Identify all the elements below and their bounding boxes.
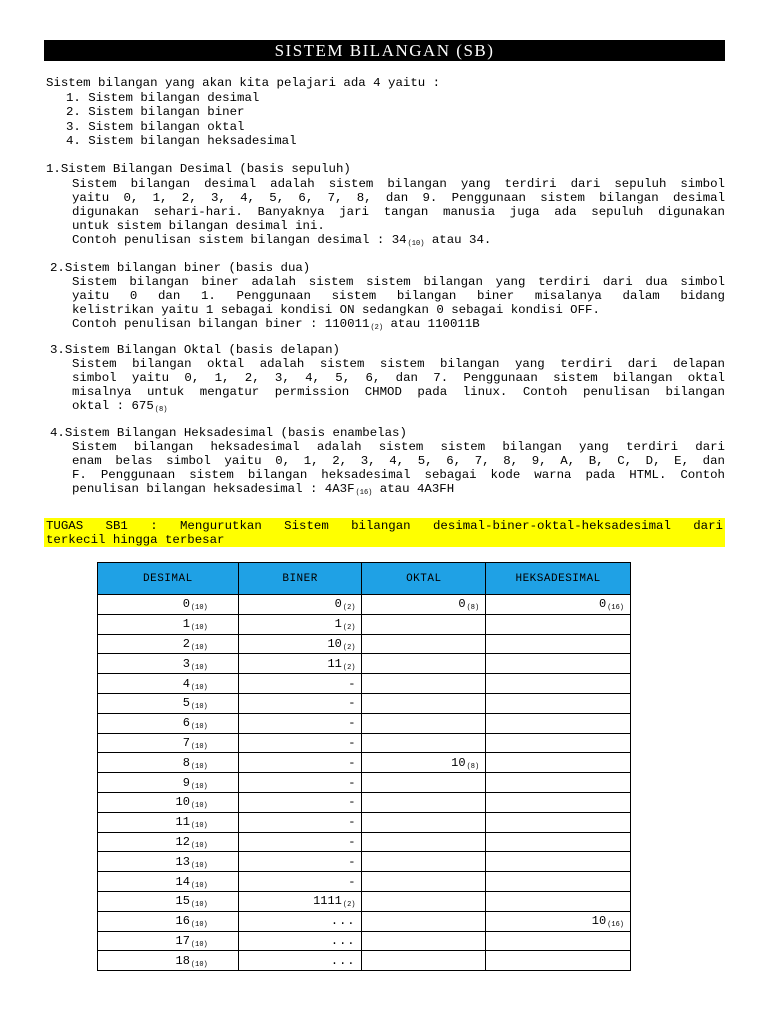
oktal-cell — [362, 654, 486, 674]
section-paragraph-line: Sistem bilangan heksadesimal adalah sistem sistem bilangan yang terdiri dari — [72, 440, 725, 454]
cell-value: 16 — [175, 914, 190, 929]
table-row — [98, 891, 631, 911]
section-heading: 3.Sistem Bilangan Oktal (basis delapan) — [50, 343, 340, 357]
biner-cell — [238, 773, 362, 793]
cell-value: ... — [330, 914, 356, 929]
table-row — [98, 614, 631, 634]
biner-cell — [238, 931, 362, 951]
table-row — [98, 773, 631, 793]
base-subscript: (8) — [154, 406, 168, 414]
cell-value: 14 — [175, 874, 190, 889]
cell-value: - — [348, 834, 356, 849]
heksadesimal-cell — [486, 891, 631, 911]
base-subscript: (10) — [190, 723, 208, 732]
cell-value: 0 — [458, 597, 466, 612]
base-subscript: (10) — [190, 921, 208, 930]
heksadesimal-cell — [486, 773, 631, 793]
oktal-cell — [362, 753, 486, 773]
oktal-cell — [362, 634, 486, 654]
oktal-cell — [362, 773, 486, 793]
biner-cell — [238, 911, 362, 931]
desimal-cell — [98, 733, 239, 753]
table-row — [98, 654, 631, 674]
cell-value: 4 — [182, 676, 190, 691]
base-subscript: (10) — [190, 782, 208, 791]
oktal-cell — [362, 733, 486, 753]
section-paragraph-line: Sistem bilangan oktal adalah sistem sistem bilangan yang terdiri dari delapan — [72, 357, 725, 371]
tugas-line: terkecil hingga terbesar — [46, 533, 225, 547]
section-example — [72, 317, 480, 333]
cell-value: 8 — [182, 755, 190, 770]
oktal-cell — [362, 693, 486, 713]
table-row — [98, 852, 631, 872]
table-row — [98, 693, 631, 713]
cell-value: ... — [330, 933, 356, 948]
table-row — [98, 674, 631, 694]
table-row — [98, 634, 631, 654]
table-header-row — [98, 563, 631, 595]
biner-cell — [238, 595, 362, 615]
oktal-cell — [362, 832, 486, 852]
heksadesimal-cell — [486, 812, 631, 832]
header-desimal: DESIMAL — [98, 563, 239, 595]
section-paragraph-line: kelistrikan yaitu 1 sebagai kondisi ON sedangkan 0 sebagai kondisi OFF. — [72, 303, 600, 317]
heksadesimal-cell — [486, 595, 631, 615]
intro-list-item: 2. Sistem bilangan biner — [66, 105, 245, 119]
cell-value: 10 — [175, 795, 190, 810]
base-subscript: (16) — [607, 604, 624, 613]
base-subscript: (10) — [190, 960, 208, 969]
heksadesimal-cell — [486, 753, 631, 773]
oktal-cell — [362, 812, 486, 832]
section-heading: 1.Sistem Bilangan Desimal (basis sepuluh) — [46, 162, 351, 176]
cell-value: - — [348, 696, 356, 711]
cell-value: 1111 — [313, 894, 342, 909]
oktal-cell — [362, 872, 486, 892]
heksadesimal-cell — [486, 911, 631, 931]
base-subscript: (2) — [342, 643, 356, 652]
cell-value: 15 — [175, 894, 190, 909]
intro-text: Sistem bilangan yang akan kita pelajari ada 4 yaitu : — [46, 76, 441, 90]
base-subscript: (10) — [190, 841, 208, 850]
base-subscript: (8) — [466, 762, 480, 771]
oktal-cell — [362, 891, 486, 911]
heksadesimal-cell — [486, 713, 631, 733]
desimal-cell — [98, 872, 239, 892]
desimal-cell — [98, 951, 239, 971]
tugas-highlight — [44, 518, 725, 547]
oktal-cell — [362, 792, 486, 812]
biner-cell — [238, 832, 362, 852]
base-subscript: (10) — [190, 861, 208, 870]
desimal-cell — [98, 595, 239, 615]
desimal-cell — [98, 753, 239, 773]
base-subscript: (10) — [190, 643, 208, 652]
heksadesimal-cell — [486, 832, 631, 852]
desimal-cell — [98, 852, 239, 872]
table-row — [98, 792, 631, 812]
tugas-line: TUGAS SB1 : Mengurutkan Sistem bilangan desimal-biner-oktal-heksadesimal dari — [46, 519, 723, 533]
intro-list-item: 4. Sistem bilangan heksadesimal — [66, 134, 297, 148]
header-heksadesimal: HEKSADESIMAL — [486, 563, 631, 595]
cell-value: ... — [330, 953, 356, 968]
oktal-cell — [362, 614, 486, 634]
heksadesimal-cell — [486, 792, 631, 812]
section-paragraph-line: misalnya untuk mengatur permission CHMOD pada linux. Contoh penulisan bilangan — [72, 385, 725, 399]
desimal-cell — [98, 693, 239, 713]
desimal-cell — [98, 614, 239, 634]
biner-cell — [238, 792, 362, 812]
example-prefix: oktal : 675 — [72, 399, 154, 413]
section-paragraph-line: F. Penggunaan sistem bilangan heksadesimal sebagai kode warna pada HTML. Contoh — [72, 468, 725, 482]
biner-cell — [238, 872, 362, 892]
cell-value: 3 — [182, 656, 190, 671]
oktal-cell — [362, 911, 486, 931]
heksadesimal-cell — [486, 614, 631, 634]
cell-value: 17 — [175, 933, 190, 948]
section-example — [72, 482, 454, 498]
desimal-cell — [98, 891, 239, 911]
cell-value: 2 — [182, 636, 190, 651]
section-paragraph-line: Sistem bilangan desimal adalah sistem bilangan yang terdiri dari sepuluh simbol — [72, 177, 725, 191]
base-subscript: (2) — [342, 901, 356, 910]
base-subscript: (16) — [355, 489, 373, 497]
oktal-cell — [362, 674, 486, 694]
biner-cell — [238, 812, 362, 832]
cell-value: 9 — [182, 775, 190, 790]
biner-cell — [238, 753, 362, 773]
base-subscript: (2) — [342, 663, 356, 672]
cell-value: - — [348, 775, 356, 790]
header-biner: BINER — [238, 563, 362, 595]
cell-value: 7 — [182, 735, 190, 750]
table-row — [98, 753, 631, 773]
cell-value: 0 — [598, 597, 607, 612]
base-subscript: (10) — [190, 663, 208, 672]
oktal-cell — [362, 951, 486, 971]
section-example — [72, 399, 167, 415]
heksadesimal-cell — [486, 674, 631, 694]
section-heading: 2.Sistem bilangan biner (basis dua) — [50, 261, 311, 275]
biner-cell — [238, 634, 362, 654]
biner-cell — [238, 891, 362, 911]
table-row — [98, 595, 631, 615]
desimal-cell — [98, 931, 239, 951]
cell-value: 11 — [175, 815, 190, 830]
section-paragraph-line: Sistem bilangan biner adalah sistem sistem bilangan yang terdiri dari dua simbol — [72, 275, 725, 289]
base-subscript: (10) — [407, 240, 425, 248]
example-suffix: atau 4A3FH — [372, 482, 455, 496]
base-subscript: (10) — [190, 881, 208, 890]
base-subscript: (10) — [190, 802, 208, 811]
example-prefix: Contoh penulisan bilangan biner : 110011 — [72, 317, 370, 331]
cell-value: 18 — [175, 953, 190, 968]
example-suffix: atau 110011B — [383, 317, 480, 331]
cell-value: 12 — [175, 834, 190, 849]
table-row — [98, 872, 631, 892]
heksadesimal-cell — [486, 951, 631, 971]
desimal-cell — [98, 713, 239, 733]
base-subscript: (2) — [342, 604, 356, 613]
cell-value: 11 — [327, 656, 342, 671]
table-row — [98, 713, 631, 733]
base-subscript: (10) — [190, 822, 208, 831]
cell-value: - — [348, 874, 356, 889]
base-subscript: (10) — [190, 742, 208, 751]
desimal-cell — [98, 674, 239, 694]
oktal-cell — [362, 931, 486, 951]
desimal-cell — [98, 911, 239, 931]
base-subscript: (8) — [466, 604, 480, 613]
desimal-cell — [98, 634, 239, 654]
cell-value: 0 — [334, 597, 342, 612]
cell-value: - — [348, 815, 356, 830]
cell-value: 5 — [182, 696, 190, 711]
base-subscript: (10) — [190, 703, 208, 712]
heksadesimal-cell — [486, 634, 631, 654]
cell-value: - — [348, 795, 356, 810]
desimal-cell — [98, 832, 239, 852]
cell-value: 1 — [334, 617, 342, 632]
desimal-cell — [98, 773, 239, 793]
biner-cell — [238, 733, 362, 753]
cell-value: 0 — [182, 597, 190, 612]
cell-value: - — [348, 735, 356, 750]
base-subscript: (10) — [190, 940, 208, 949]
desimal-cell — [98, 654, 239, 674]
section-paragraph-line: yaitu 0, 1, 2, 3, 4, 5, 6, 7, 8, dan 9. Penggunaan sistem bilangan desimal — [72, 191, 725, 205]
example-prefix: penulisan bilangan heksadesimal : 4A3F — [72, 482, 355, 496]
page-title: SISTEM BILANGAN (SB) — [44, 40, 725, 61]
example-prefix: Contoh penulisan sistem bilangan desimal : 34 — [72, 233, 407, 247]
number-system-table — [97, 562, 631, 971]
oktal-cell — [362, 595, 486, 615]
base-subscript: (2) — [342, 624, 356, 633]
table-row — [98, 951, 631, 971]
heksadesimal-cell — [486, 872, 631, 892]
desimal-cell — [98, 792, 239, 812]
cell-value: - — [348, 716, 356, 731]
section-paragraph-line: yaitu 0 dan 1. Penggunaan sistem bilangan biner misalanya dalam bidang — [72, 289, 725, 303]
section-heading: 4.Sistem Bilangan Heksadesimal (basis enambelas) — [50, 426, 407, 440]
section-paragraph-line: untuk sistem bilangan desimal ini. — [72, 219, 325, 233]
intro-list-item: 1. Sistem bilangan desimal — [66, 91, 260, 105]
cell-value: - — [348, 854, 356, 869]
biner-cell — [238, 693, 362, 713]
table-row — [98, 832, 631, 852]
biner-cell — [238, 951, 362, 971]
heksadesimal-cell — [486, 931, 631, 951]
section-example — [72, 233, 491, 249]
section-paragraph-line: digunakan sehari-hari. Banyaknya jari tangan manusia juga ada sepuluh digunakan — [72, 205, 725, 219]
biner-cell — [238, 674, 362, 694]
heksadesimal-cell — [486, 693, 631, 713]
cell-value: - — [348, 755, 356, 770]
desimal-cell — [98, 812, 239, 832]
oktal-cell — [362, 713, 486, 733]
cell-value: 6 — [182, 716, 190, 731]
section-paragraph-line: enam belas simbol yaitu 0, 1, 2, 3, 4, 5, 6, 7, 8, 9, A, B, C, D, E, dan — [72, 454, 725, 468]
biner-cell — [238, 852, 362, 872]
table-row — [98, 931, 631, 951]
cell-value: - — [348, 676, 356, 691]
biner-cell — [238, 713, 362, 733]
table-row — [98, 812, 631, 832]
example-suffix: atau 34. — [424, 233, 492, 247]
heksadesimal-cell — [486, 733, 631, 753]
base-subscript: (10) — [190, 604, 208, 613]
heksadesimal-cell — [486, 654, 631, 674]
base-subscript: (2) — [370, 324, 384, 332]
base-subscript: (10) — [190, 624, 208, 633]
cell-value: 10 — [591, 914, 607, 929]
section-paragraph-line: simbol yaitu 0, 1, 2, 3, 4, 5, 6, dan 7. Penggunaan sistem bilangan oktal — [72, 371, 725, 385]
base-subscript: (10) — [190, 901, 208, 910]
cell-value: 10 — [451, 755, 466, 770]
header-oktal: OKTAL — [362, 563, 486, 595]
cell-value: 1 — [182, 617, 190, 632]
biner-cell — [238, 614, 362, 634]
biner-cell — [238, 654, 362, 674]
intro-list-item: 3. Sistem bilangan oktal — [66, 120, 245, 134]
cell-value: 10 — [327, 636, 342, 651]
base-subscript: (10) — [190, 683, 208, 692]
base-subscript: (16) — [607, 921, 624, 930]
oktal-cell — [362, 852, 486, 872]
table-row — [98, 733, 631, 753]
heksadesimal-cell — [486, 852, 631, 872]
base-subscript: (10) — [190, 762, 208, 771]
table-row — [98, 911, 631, 931]
cell-value: 13 — [175, 854, 190, 869]
